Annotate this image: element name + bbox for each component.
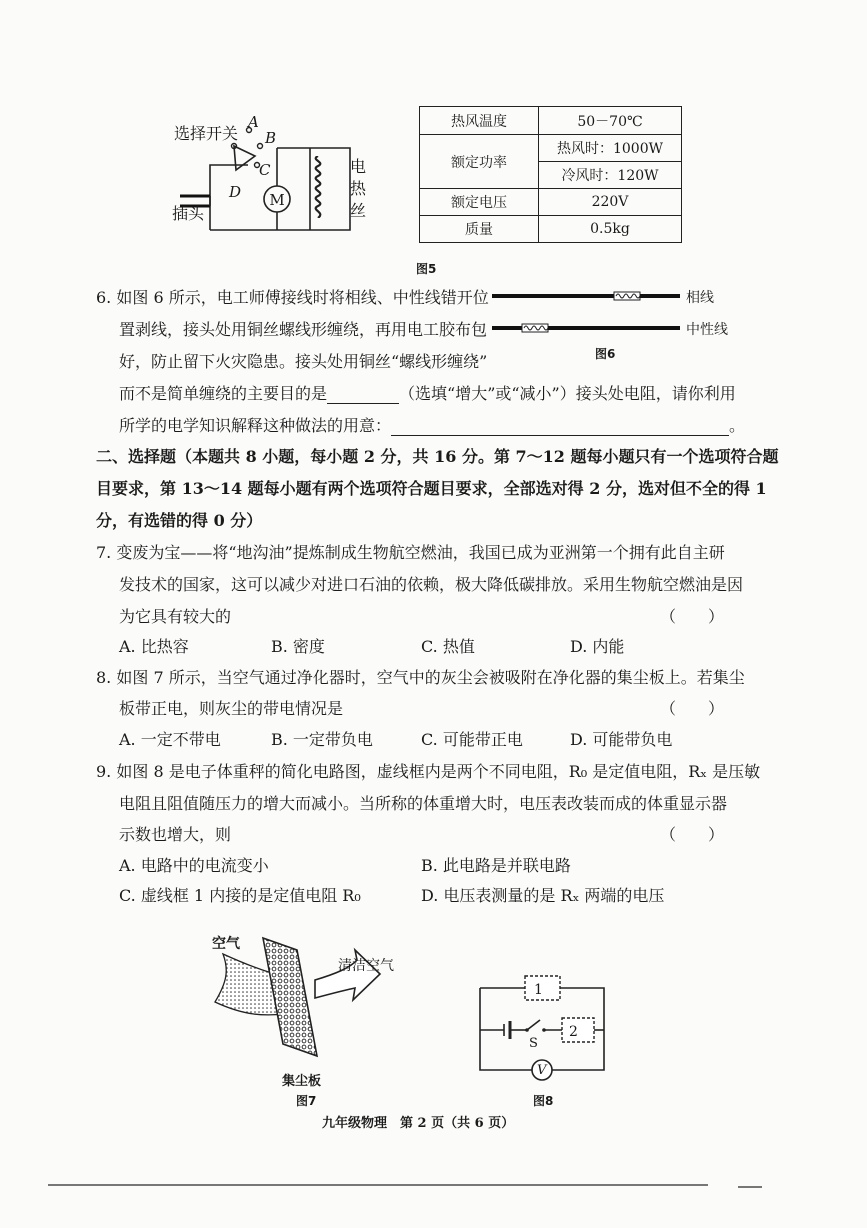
q6-line-1: 6. 如图 6 所示，电工师傅接线时将相线、中性线错开位 [96,288,489,307]
section-2-line-3: 分，有选错的得 0 分） [96,511,263,530]
q6-line-3: 好，防止留下火灾隐患。接头处用铜丝“螺线形缠绕” [119,352,488,371]
q9-option-a[interactable]: A. 电路中的电流变小 [119,856,269,875]
spec-value: 热风时：1000W [539,135,682,162]
spec-label: 额定功率 [420,135,539,189]
dust-plate-label: 集尘板 [282,1074,322,1089]
spec-value: 0.5kg [539,216,682,243]
q7-option-a[interactable]: A. 比热容 [119,637,189,656]
q9-option-d[interactable]: D. 电压表测量的是 Rₓ 两端的电压 [421,886,665,905]
spec-label: 质量 [420,216,539,243]
spec-value: 冷风时：120W [539,162,682,189]
figure-8-caption: 图8 [533,1094,554,1108]
q7-option-c[interactable]: C. 热值 [421,637,475,656]
scan-edge-line [48,1184,708,1186]
motor-label: M [269,191,285,209]
clean-air-label: 清洁空气 [338,958,394,974]
q8-line-2: 板带正电，则灰尘的带电情况是 [119,699,344,718]
q7-line-1: 7. 变废为宝——将“地沟油”提炼制成生物航空燃油，我国已成为亚洲第一个拥有此自主研 [96,543,725,562]
q8-option-b[interactable]: B. 一定带负电 [271,730,373,749]
q8-option-d[interactable]: D. 可能带负电 [570,730,673,749]
air-label: 空气 [212,936,240,952]
q7-answer-paren[interactable]: （ ） [660,607,725,626]
switch-label: 选择开关 [174,124,239,143]
q7-option-d[interactable]: D. 内能 [570,637,625,656]
q8-option-a[interactable]: A. 一定不带电 [119,730,221,749]
q9-option-c[interactable]: C. 虚线框 1 内接的是定值电阻 R₀ [119,886,361,905]
figure-6-wires [492,288,682,334]
switch-s-label: S [529,1036,538,1051]
heating-coil [308,156,328,218]
figure-7-caption: 图7 [296,1094,317,1108]
spec-label: 额定电压 [420,189,539,216]
q7-option-b[interactable]: B. 密度 [271,637,325,656]
q9-answer-paren[interactable]: （ ） [660,825,725,844]
q6-line-2: 置剥线，接头处用铜丝螺线形缠绕，再用电工胶布包 [119,320,488,339]
section-2-line-2: 目要求，第 13～14 题每小题有两个选项符合题目要求，全部选对得 2 分，选对但不全的得 1 [96,479,767,498]
q9-line-1: 9. 如图 8 是电子体重秤的简化电路图，虚线框内是两个不同电阻，R₀ 是定值电阻，Rₓ 是压敏 [96,762,761,781]
q7-line-2: 发技术的国家，这可以减少对进口石油的依赖，极大降低碳排放。采用生物航空燃油是因 [119,575,744,594]
contact-b-label: B [265,129,277,147]
q8-answer-paren[interactable]: （ ） [660,699,725,718]
q8-line-1: 8. 如图 7 所示，当空气通过净化器时，空气中的灰尘会被吸附在净化器的集尘板上。若集尘 [96,668,745,687]
contact-d-label: D [229,183,242,201]
contact-c-label: C [259,161,271,179]
q7-line-3: 为它具有较大的 [119,607,232,626]
q9-line-2: 电阻且阻值随压力的增大而减小。当所称的体重增大时，电压表改装而成的体重显示器 [119,794,728,813]
spec-value: 50－70℃ [539,107,682,135]
q8-option-c[interactable]: C. 可能带正电 [421,730,523,749]
contact-a-label: A [248,113,259,131]
q9-option-b[interactable]: B. 此电路是并联电路 [421,856,571,875]
scan-edge-line-right [738,1186,762,1188]
q9-line-3: 示数也增大，则 [119,825,232,844]
heater-label: 电 热 丝 [350,157,367,220]
spec-value: 220V [539,189,682,216]
plug-label: 插头 [172,204,205,223]
voltmeter-label: V [537,1063,547,1078]
q6-line-4: 而不是简单缠绕的主要目的是 （选填“增大”或“减小”）接头处电阻，请你利用 [119,384,736,403]
page-footer: 九年级物理 第 2 页（共 6 页） [322,1116,515,1131]
q6-line-5: 所学的电学知识解释这种做法的用意： 。 [119,416,746,435]
dashed-box-1-label: 1 [534,982,543,998]
neutral-wire-label: 中性线 [686,322,728,338]
answer-blank-1[interactable] [327,387,399,404]
figure-6-caption: 图6 [595,347,616,361]
dashed-box-2-label: 2 [569,1024,578,1040]
hairdryer-spec-table [419,106,682,243]
spec-label: 热风温度 [420,107,539,135]
phase-wire-label: 相线 [686,290,714,306]
figure-5-caption: 图5 [416,262,437,276]
answer-blank-2[interactable] [391,419,729,436]
section-2-line-1: 二、选择题（本题共 8 小题，每小题 2 分，共 16 分。第 7～12 题每小题只有一个选项符合题 [96,447,779,466]
